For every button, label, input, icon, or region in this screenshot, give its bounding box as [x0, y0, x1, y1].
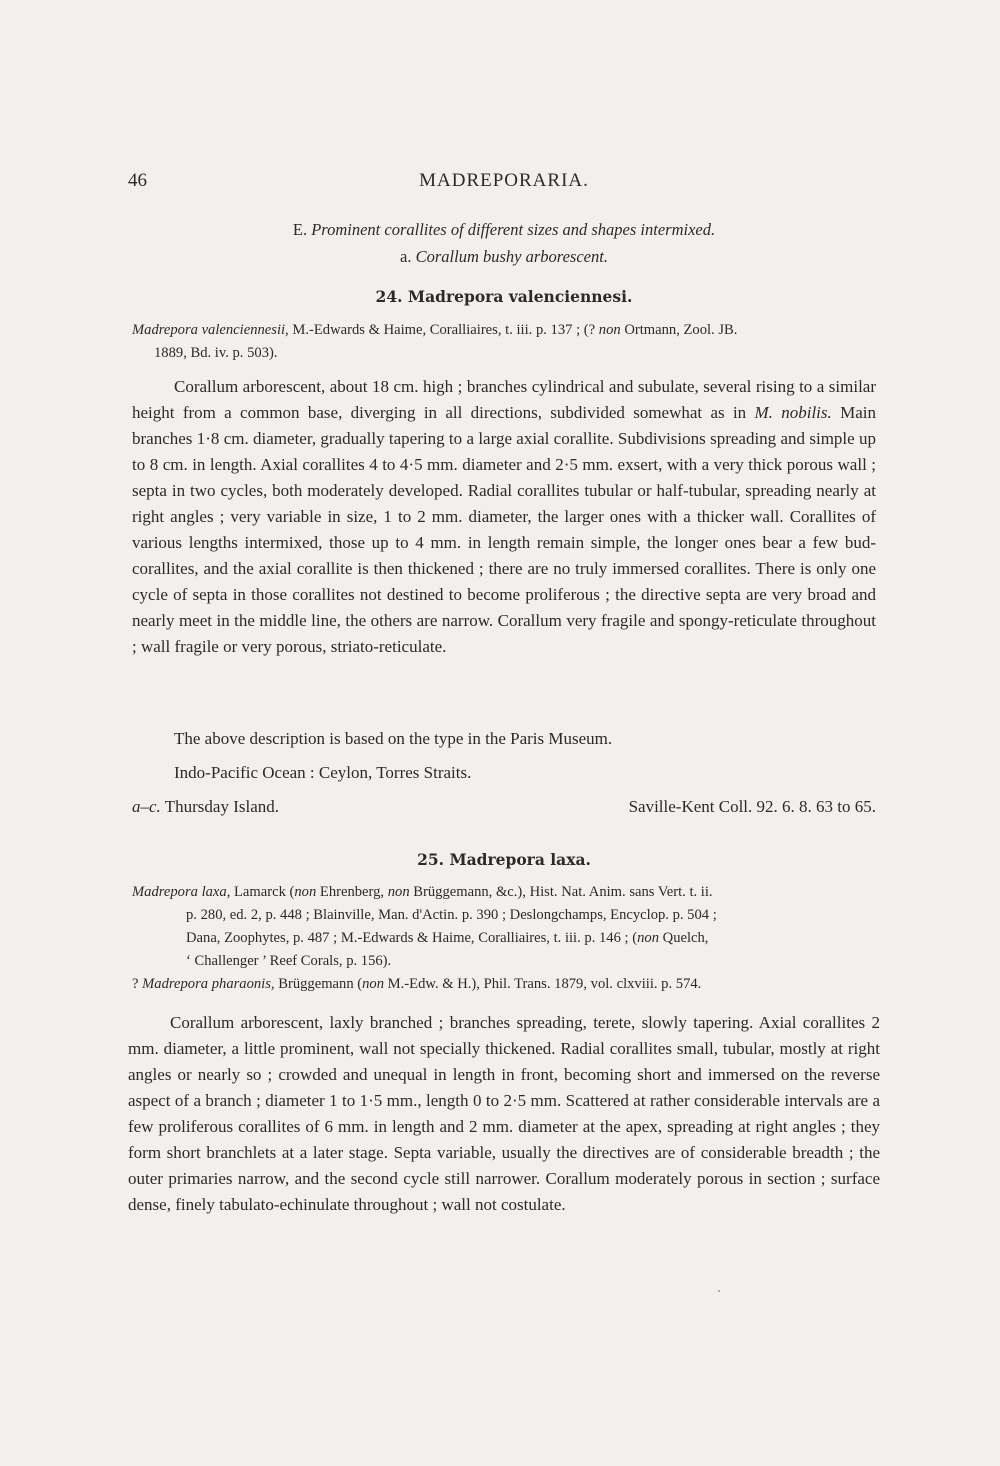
page-number: 46: [128, 170, 147, 191]
species-24-description: Corallum arborescent, about 18 cm. high ; branches cylindrical and subulate, several rising to a similar height from a common base, diverging in all directions, subdivided somewhat as in M. nobilis. Main branches 1·8 cm. diameter, gradually tapering to a large axial corallite. Subdivisions spreading and simple up to 8 cm. in length. Axial corallites 4 to 4·5 mm. diameter and 2·5 mm. exsert, with a very thick porous wall ; septa in two cycles, both moderately developed. Radial corallites tubular or half-tubular, spreading nearly at right angles ; very variable in size, 1 to 2 mm. diameter, the larger ones with a thicker wall. Corallites of various lengths intermixed, those up to 4 mm. in length remain simple, the longer ones bear a few bud-corallites, and the axial corallite is then thickened ; there are no truly immersed corallites. There is only one cycle of septa in those corallites not destined to become proliferous ; the directive septa are very broad and nearly meet in the middle line, the others are narrow. Corallum very fragile and spongy-reticulate throughout ; wall fragile or very porous, striato-reticulate.: [132, 377, 876, 656]
section-subheading-text: Corallum bushy arborescent.: [415, 247, 608, 266]
species-25-description: Corallum arborescent, laxly branched ; branches spreading, terete, slowly tapering. Axial corallites 2 mm. diameter, a little prominent, wall not specially thickened. Radial corallites small, tubular, mostly at right angles or nearly so ; crowded and unequal in length in front, becoming short and immersed on the reverse aspect of a branch ; diameter 1 to 1·5 mm., length 0 to 2·5 mm. Scattered at rather considerable intervals are a few proliferous corallites of 6 mm. in length and 2 mm. diameter at the apex, spreading at right angles ; they form short branchlets at a later stage. Septa variable, usually the directives are of considerable breadth ; the outer primaries narrow, and the second cycle still narrower. Corallum moderately porous in section ; surface dense, finely tabulato-echinulate throughout ; wall not costulate.: [128, 1013, 880, 1214]
type-note: The above description is based on the type in the Paris Museum.: [174, 729, 613, 748]
specimen-line: a–c. Thursday Island. Saville-Kent Coll. 92. 6. 8. 63 to 65.: [132, 797, 876, 816]
specimen-collection: Saville-Kent Coll. 92. 6. 8. 63 to 65.: [628, 797, 876, 816]
section-subheading-a: a. Corallum bushy arborescent.: [400, 247, 608, 266]
section-heading-e: E. Prominent corallites of different sizes and shapes intermixed.: [292, 220, 716, 239]
running-title: MADREPORARIA.: [419, 170, 589, 191]
paper-speck: [718, 1290, 720, 1292]
species-24-synonymy: Madrepora valenciennesii, M.-Edwards & Haime, Coralliaires, t. iii. p. 137 ; (? non Ortmann, Zool. JB. 1889, Bd. iv. p. 503).: [132, 322, 738, 361]
section-heading-text: Prominent corallites of different sizes and shapes intermixed.: [311, 220, 716, 239]
page-header: [128, 170, 876, 196]
species-25-title: 25. Madrepora laxa.: [417, 850, 591, 869]
distribution-range: Indo-Pacific Ocean : Ceylon, Torres Straits.: [174, 763, 472, 782]
species-25-synonymy: Madrepora laxa, Lamarck (non Ehrenberg, non Brüggemann, &c.), Hist. Nat. Anim. sans Vert. t. ii. p. 280, ed. 2, p. 448 ; Blainville, Man. d'Actin. p. 390 ; Deslongchamps, Encyclop. p. 504 ; Dana, Zoophytes, p. 487 ; M.-Edwards & Haime, Coralliaires, t. iii. p. 146 ; (non Quelch, ‘ Challenger ’ Reef Corals, p. 156). ? Madrepora pharaonis, Brüggemann (non M.-Edw. & H.), Phil. Trans. 1879, vol. clxviii. p. 574.: [132, 884, 717, 992]
species-24-title: 24. Madrepora valenciennesi.: [375, 287, 633, 306]
